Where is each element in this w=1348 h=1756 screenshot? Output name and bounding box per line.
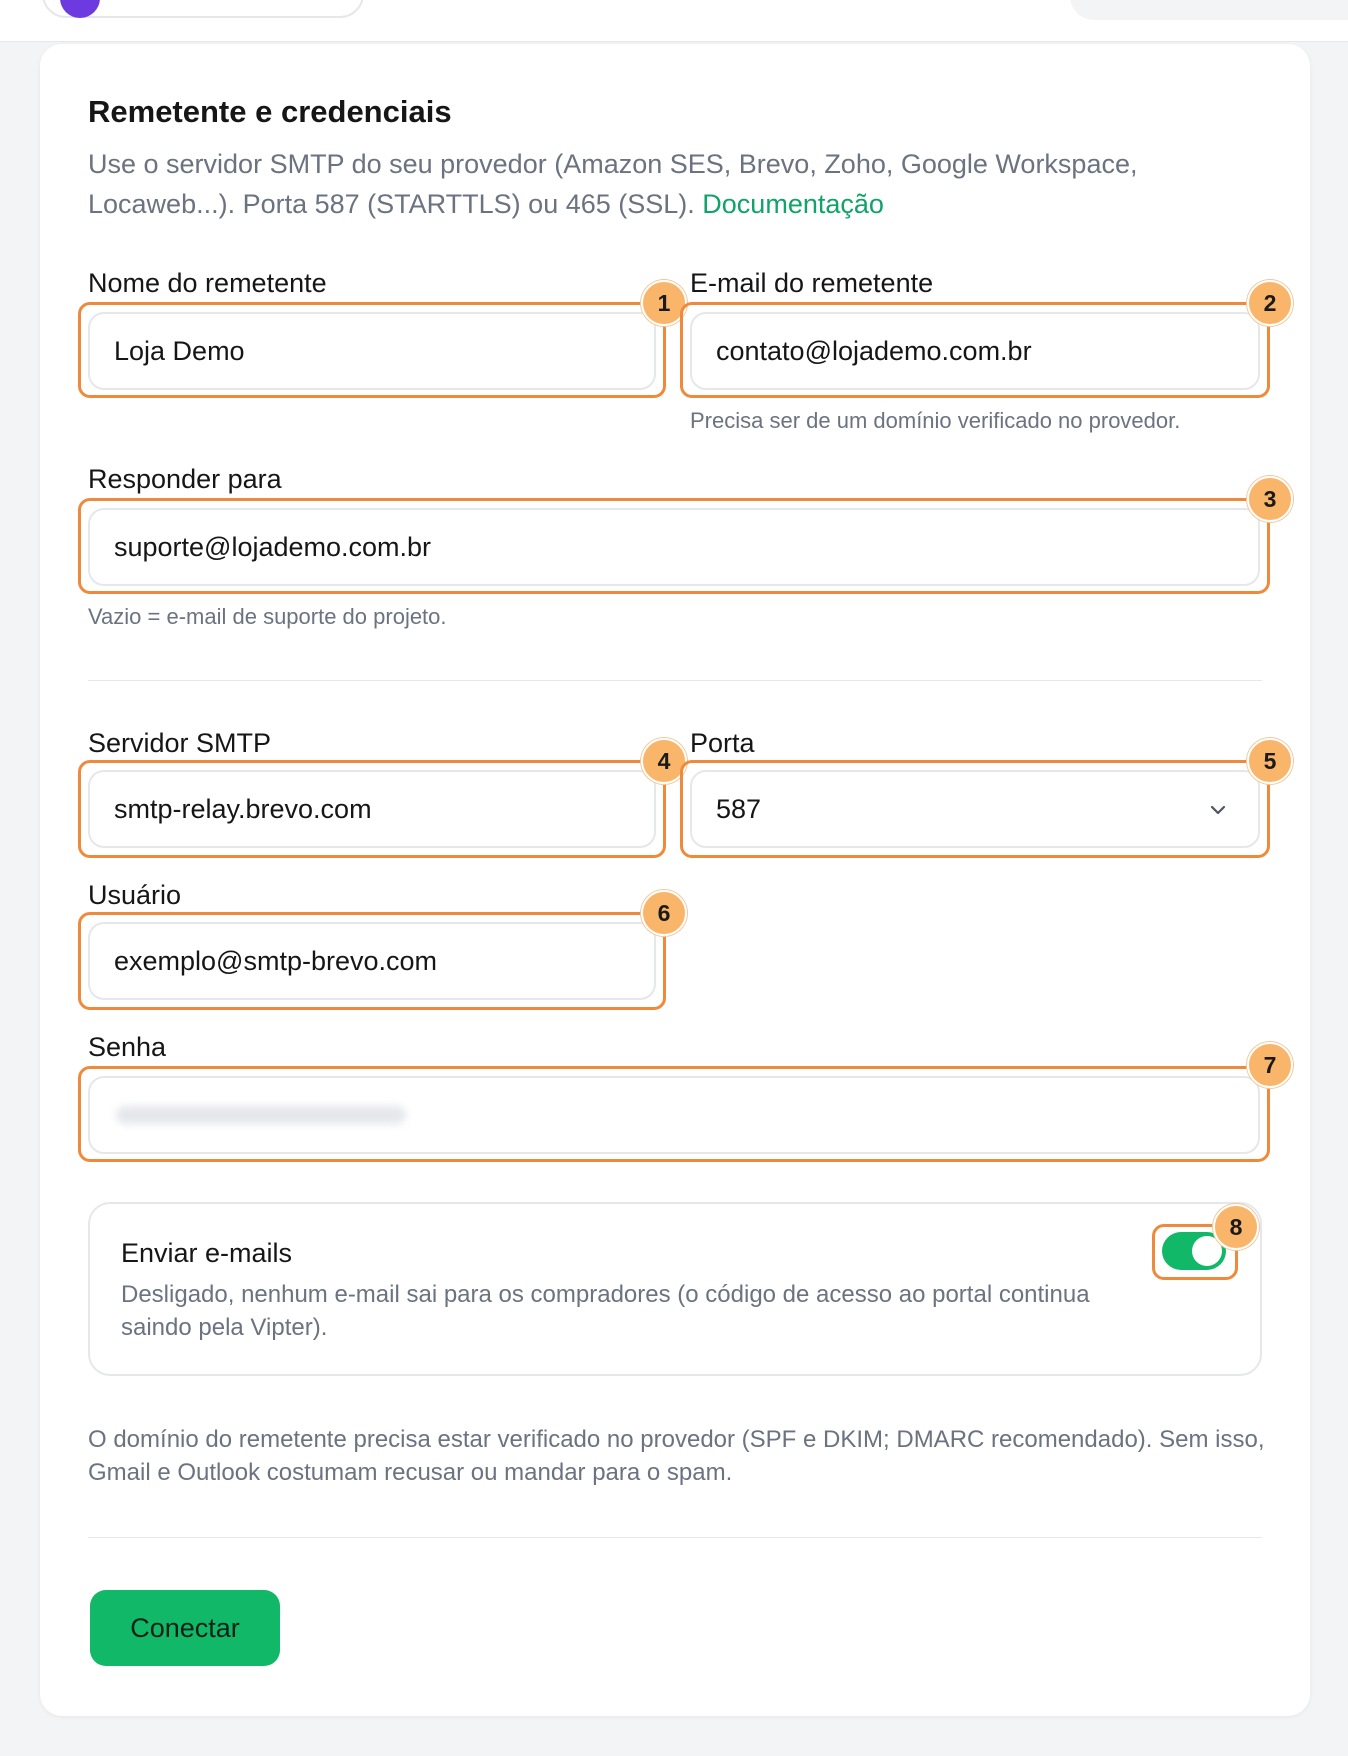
project-switcher[interactable]: [42, 0, 364, 18]
sender-email-label: E-mail do remetente: [690, 268, 934, 298]
annotation-badge-3: 3: [1247, 476, 1293, 522]
annotation-badge-5: 5: [1247, 738, 1293, 784]
password-label: Senha: [88, 1032, 167, 1062]
user-label: Usuário: [88, 880, 182, 910]
annotation-badge-6: 6: [641, 890, 687, 936]
password-masked-value: [116, 1106, 406, 1124]
user-input[interactable]: exemplo@smtp-brevo.com: [88, 922, 656, 1000]
annotation-badge-1: 1: [641, 280, 687, 326]
sender-email-input[interactable]: contato@lojademo.com.br: [690, 312, 1260, 390]
avatar: [60, 0, 100, 18]
send-emails-title: Enviar e-mails: [121, 1238, 293, 1268]
sender-name-label: Nome do remetente: [88, 268, 327, 298]
annotation-badge-4: 4: [641, 738, 687, 784]
smtp-server-label: Servidor SMTP: [88, 728, 272, 758]
annotation-badge-8: 8: [1213, 1204, 1259, 1250]
domain-verification-note: O domínio do remetente precisa estar verificado no provedor (SPF e DKIM; DMARC recomendado). Sem isso, Gmail e Outlook costumam recusar ou mandar para o spam.: [88, 1426, 1265, 1486]
sender-name-input[interactable]: Loja Demo: [88, 312, 656, 390]
reply-to-label: Responder para: [88, 464, 282, 494]
reply-to-input[interactable]: suporte@lojademo.com.br: [88, 508, 1260, 586]
send-emails-description: Desligado, nenhum e-mail sai para os compradores (o código de acesso ao portal continua saindo pela Vipter).: [121, 1281, 1090, 1341]
port-select[interactable]: [690, 770, 1260, 848]
reply-to-help: Vazio = e-mail de suporte do projeto.: [88, 604, 447, 629]
section-description-text: Use o servidor SMTP do seu provedor (Amazon SES, Brevo, Zoho, Google Workspace, Locaweb...). Porta 587 (STARTTLS) ou 465 (SSL).: [88, 149, 1138, 219]
connect-button[interactable]: Conectar: [90, 1590, 280, 1666]
section-description: [88, 144, 1268, 224]
port-label: Porta: [690, 728, 755, 758]
footer-divider: [88, 1537, 1262, 1538]
section-title: Remetente e credenciais: [88, 94, 452, 129]
section-divider: [88, 680, 1262, 681]
top-bar: [0, 0, 1348, 42]
chevron-down-icon: [1208, 800, 1228, 820]
smtp-server-input[interactable]: smtp-relay.brevo.com: [88, 770, 656, 848]
port-select-value: 587: [716, 793, 762, 824]
sender-email-help: Precisa ser de um domínio verificado no provedor.: [690, 408, 1181, 433]
annotation-badge-2: 2: [1247, 280, 1293, 326]
top-search[interactable]: [1070, 0, 1348, 20]
documentation-link[interactable]: Documentação: [702, 189, 884, 219]
annotation-badge-7: 7: [1247, 1042, 1293, 1088]
